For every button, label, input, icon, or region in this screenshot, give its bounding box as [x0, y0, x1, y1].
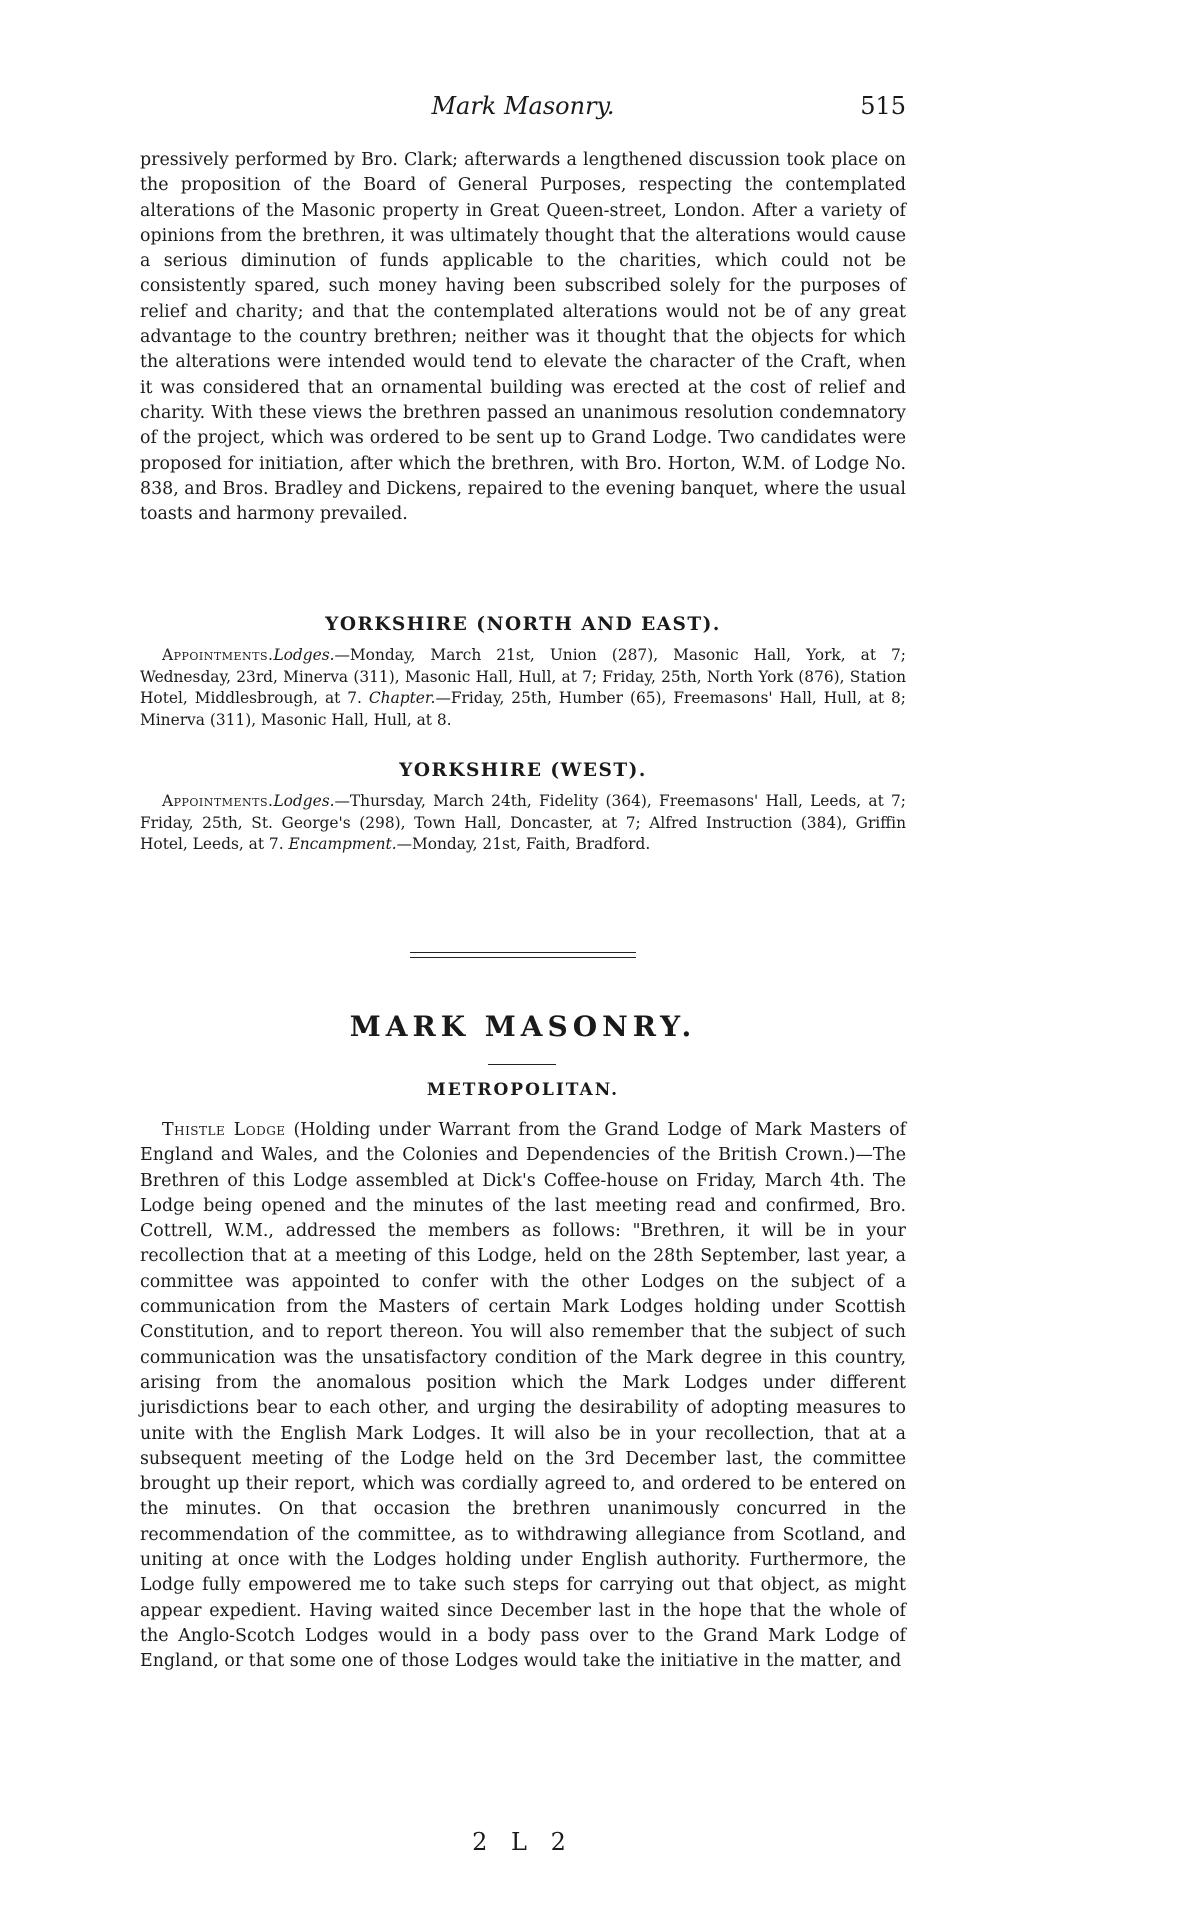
mark-masonry-heading-block: [140, 1010, 906, 1043]
lodges-text: —Thursday, March 24th, Fidelity (364), Freemasons' Hall, Leeds, at 7; Friday, 25th, St. George's (298), Town Hall, Doncaster, at 7; Alfred Instruction (384), Griffin Hotel, Leeds, at 7.: [140, 792, 906, 854]
encampment-text: —Monday, 21st, Faith, Bradford.: [396, 835, 651, 854]
page-number: 515: [860, 92, 906, 120]
thistle-lodge-block: [140, 1118, 906, 1675]
yorkshire-west-appointments: [140, 791, 906, 856]
metropolitan-subheading-block: [140, 1080, 906, 1100]
yorkshire-north-east-appointments: [140, 645, 906, 731]
section-heading-yorkshire-north-east: YORKSHIRE (NORTH AND EAST).: [325, 614, 721, 635]
encampment-label: Encampment.: [288, 835, 397, 854]
running-title: Mark Masonry.: [431, 92, 615, 120]
signature-mark: 2 L 2: [472, 1828, 574, 1856]
lead-in: Thistle Lodge: [162, 1120, 286, 1140]
section-heading-mark-masonry: MARK MASONRY.: [349, 1010, 697, 1043]
running-head: [140, 92, 906, 132]
double-rule-top: [410, 952, 636, 953]
lodges-label: Lodges.: [273, 646, 335, 664]
chapter-label: Chapter.: [368, 689, 436, 708]
yorkshire-west-section: [140, 760, 906, 856]
appointments-label: Appointments.: [162, 792, 274, 810]
section-heading-yorkshire-west: YORKSHIRE (WEST).: [399, 760, 647, 781]
thistle-lodge-paragraph: [140, 1118, 906, 1675]
short-rule: [488, 1064, 556, 1065]
thistle-lodge-body: (Holding under Warrant from the Grand Lodge of Mark Masters of England and Wales, and the Colonies and Dependencies of the British Crown.)—The Brethren of this Lodge assembled at Dick's Coffee-house on Friday, March 4th. The Lodge being opened and the minutes of the last meeting read and confirmed, Bro. Cottrell, W.M., addressed the members as follows: "Brethren, it will be in your recollection that at a meeting of this Lodge, held on the 28th September, last year, a committee was appointed to confer with the other Lodges on the subject of a communication from the Masters of certain Mark Lodges holding under Scottish Constitution, and to report thereon. You will also remember that the subject of such communication was the unsatisfactory condition of the Mark degree in this country, arising from the anomalous position which the Mark Lodges under different jurisdictions bear to each other, and urging the desirability of adopting measures to unite with the English Mark Lodges. It will also be in your recollection, that at a subsequent meeting of the Lodge held on the 3rd December last, the committee brought up their report, which was cordially agreed to, and ordered to be entered on the minutes. On that occasion the brethren unanimously concurred in the recommendation of the committee, as to withdrawing allegiance from Scotland, and uniting at once with the Lodges holding under English authority. Furthermore, the Lodge fully empowered me to take such steps for carrying out that object, as might appear expedient. Having waited since December last in the hope that the whole of the Anglo-Scotch Lodges would in a body pass over to the Grand Mark Lodge of England, or that some one of those Lodges would take the initiative in the matter, and: [140, 1120, 906, 1672]
opening-paragraph: pressively performed by Bro. Clark; afterwards a lengthened discussion took place on the proposition of the Board of General Purposes, respecting the contemplated alterations of the Masonic property in Great Queen-street, London. After a variety of opinions from the brethren, it was ultimately thought that the alterations would cause a serious diminution of funds applicable to the charities, which could not be consistently spared, such money having been subscribed solely for the purposes of relief and charity; and that the contemplated alterations would not be of any great advantage to the country brethren; neither was it thought that the objects for which the alterations were intended would tend to elevate the character of the Craft, when it was considered that an ornamental building was erected at the cost of relief and charity. With these views the brethren passed an unanimous resolution condemnatory of the project, which was ordered to be sent up to Grand Lodge. Two candidates were proposed for initiation, after which the brethren, with Bro. Horton, W.M. of Lodge No. 838, and Bros. Bradley and Dickens, repaired to the evening banquet, where the usual toasts and harmony prevailed.: [140, 150, 906, 525]
opening-paragraph-block: [140, 148, 906, 527]
lodges-text: —Monday, March 21st, Union (287), Masonic Hall, York, at 7; Wednesday, 23rd, Minerva (311), Masonic Hall, Hull, at 7; Friday, 25th, North York (876), Station Hotel, Middlesbrough, at 7.: [140, 646, 906, 708]
subheading-metropolitan: METROPOLITAN.: [426, 1080, 620, 1100]
appointments-label: Appointments.: [162, 646, 274, 664]
lodges-label: Lodges.: [273, 792, 335, 810]
yorkshire-north-east-section: [140, 614, 906, 731]
double-rule-bottom: [410, 957, 636, 958]
chapter-text: —Friday, 25th, Humber (65), Freemasons' Hall, Hull, at 8; Minerva (311), Masonic Hall, Hull, at 8.: [140, 689, 906, 729]
